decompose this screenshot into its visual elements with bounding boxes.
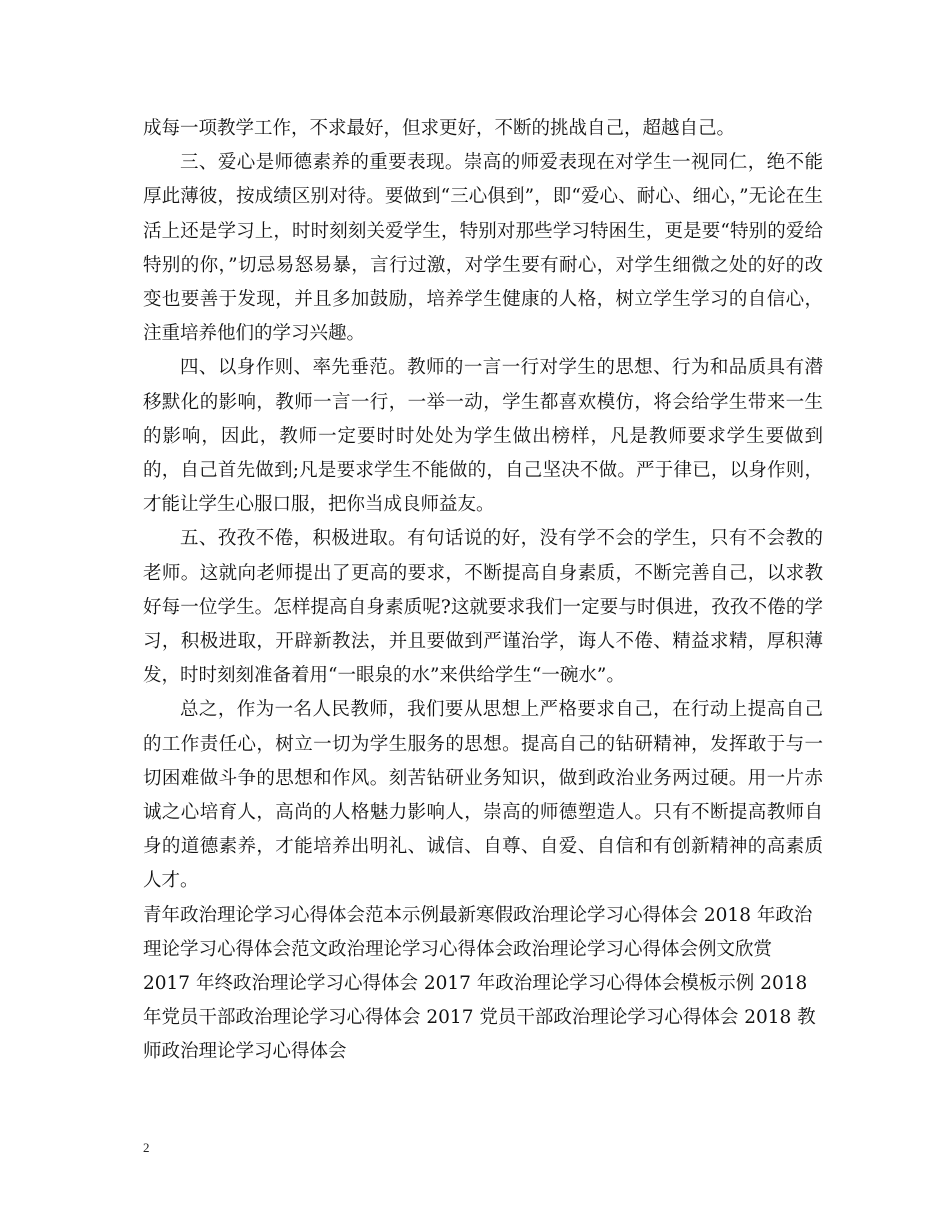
paragraph-love: 三、爱心是师德素养的重要表现。崇高的师爱表现在对学生一视同仁，绝不能厚此薄彼，按成绩区别对待。要做到“三心俱到”，即“爱心、耐心、细心，”无论在生活上还是学习上，时时刻刻关爱学生，特别对那些学习特困生，更是要“特别的爱给特别的你，”切忌易怒易暴，言行过激，对学生要有耐心，对学生细微之处的好的改变也要善于发现，并且多加鼓励，培养学生健康的人格，树立学生学习的自信心，注重培养他们的学习兴趣。 [143, 152, 823, 345]
paragraph-continuation: 成每一项教学工作，不求最好，但求更好，不断的挑战自己，超越自己。 [143, 118, 736, 139]
body-text [143, 112, 823, 1070]
paragraph-diligence: 五、孜孜不倦，积极进取。有句话说的好，没有学不会的学生，只有不会教的老师。这就向老师提出了更高的要求，不断提高自身素质，不断完善自己，以求教好每一位学生。怎样提高自身素质呢?这就要求我们一定要与时俱进，孜孜不倦的学习，积极进取，开辟新教法，并且要做到严谨治学，诲人不倦、精益求精，厚积薄发，时时刻刻准备着用“一眼泉的水”来供给学生“一碗水”。 [143, 528, 823, 687]
related-articles-text: 青年政治理论学习心得体会范本示例最新寒假政治理论学习心得体会 2018 年政治理论学习心得体会范文政治理论学习心得体会政治理论学习心得体会例文欣赏 2017 年终政治理论学习心得体会 2017 年政治理论学习心得体会模板示例 2018 年党员干部政治理论学习心得体会 2017 党员干部政治理论学习心得体会 2018 教师政治理论学习心得体会 [143, 904, 816, 1063]
paragraph-example: 四、以身作则、率先垂范。教师的一言一行对学生的思想、行为和品质具有潜移默化的影响，教师一言一行，一举一动，学生都喜欢模仿，将会给学生带来一生的影响，因此，教师一定要时时处处为学生做出榜样，凡是教师要求学生要做到的，自己首先做到;凡是要求学生不能做的，自己坚决不做。严于律已，以身作则，才能让学生心服口服，把你当成良师益友。 [143, 357, 823, 516]
page-number: 2 [143, 1140, 150, 1155]
paragraph-conclusion: 总之，作为一名人民教师，我们要从思想上严格要求自己，在行动上提高自己的工作责任心，树立一切为学生服务的思想。提高自己的钻研精神，发挥敢于与一切困难做斗争的思想和作风。刻苦钻研业务知识，做到政治业务两过硬。用一片赤诚之心培育人，高尚的人格魅力影响人，崇高的师德塑造人。只有不断提高教师自身的道德素养，才能培养出明礼、诚信、自尊、自爱、自信和有创新精神的高素质人才。 [143, 699, 823, 892]
